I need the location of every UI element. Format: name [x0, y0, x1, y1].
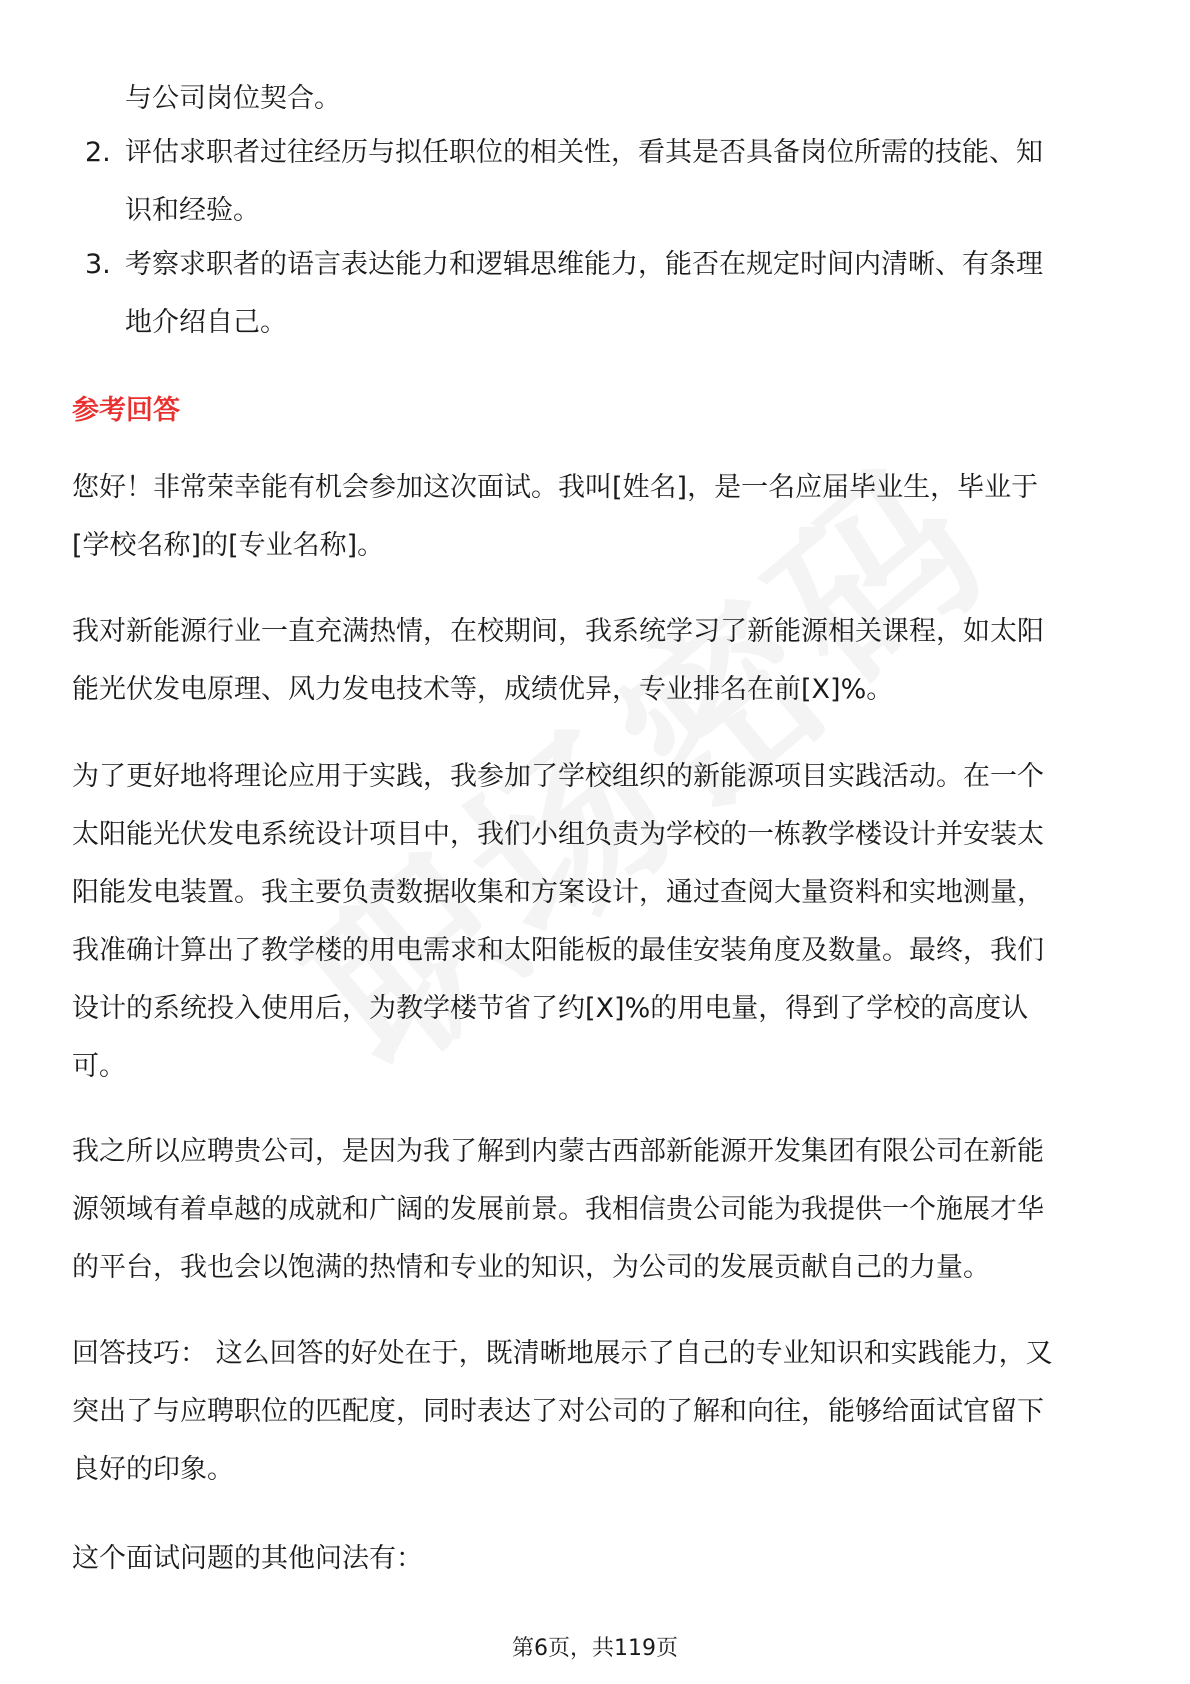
section-heading: 参考回答 — [72, 395, 180, 426]
text-line: 可。 — [72, 1051, 126, 1082]
cut-off-line — [125, 70, 341, 128]
text-line: 阳能发电装置。我主要负责数据收集和方案设计，通过查阅大量资料和实地测量， — [72, 877, 1044, 908]
list-number: 3. — [85, 249, 111, 280]
text-line: 我准确计算出了教学楼的用电需求和太阳能板的最佳安装角度及数量。最终，我们 — [72, 935, 1044, 966]
text-line: 设计的系统投入使用后，为教学楼节省了约[X]%的用电量，得到了学校的高度认 — [72, 993, 1029, 1024]
text-line: 考察求职者的语言表达能力和逻辑思维能力，能否在规定时间内清晰、有条理 — [125, 249, 1043, 280]
text-line: 的平台，我也会以饱满的热情和专业的知识，为公司的发展贡献自己的力量。 — [72, 1252, 990, 1283]
text-line: 突出了与应聘职位的匹配度，同时表达了对公司的了解和向往，能够给面试官留下 — [72, 1396, 1044, 1427]
text-line: 良好的印象。 — [72, 1454, 234, 1485]
text-line: 源领域有着卓越的成就和广阔的发展前景。我相信贵公司能为我提供一个施展才华 — [72, 1194, 1044, 1225]
paragraph-study — [72, 603, 1122, 719]
text-line: 能光伏发电原理、风力发电技术等，成绩优异，专业排名在前[X]%。 — [72, 674, 894, 705]
text-line: 我之所以应聘贵公司，是因为我了解到内蒙古西部新能源开发集团有限公司在新能 — [72, 1136, 1044, 1167]
text-line: 识和经验。 — [125, 195, 260, 226]
text-line: 评估求职者过往经历与拟任职位的相关性，看其是否具备岗位所需的技能、知 — [125, 137, 1043, 168]
text-line: 这个面试问题的其他问法有： — [72, 1543, 423, 1574]
text-line: 您好！非常荣幸能有机会参加这次面试。我叫[姓名]，是一名应届毕业生，毕业于 — [72, 472, 1039, 503]
text-line: [学校名称]的[专业名称]。 — [72, 530, 385, 561]
text-line: 我对新能源行业一直充满热情，在校期间，我系统学习了新能源相关课程，如太阳 — [72, 616, 1044, 647]
list-text — [125, 236, 1115, 352]
paragraph-intro — [72, 459, 1122, 575]
paragraph-tips — [72, 1325, 1122, 1499]
list-number: 2. — [85, 137, 111, 168]
page-footer: 第6页，共119页 — [512, 1636, 678, 1661]
text-line: 太阳能光伏发电系统设计项目中，我们小组负责为学校的一栋教学楼设计并安装太 — [72, 819, 1044, 850]
text-line: 为了更好地将理论应用于实践，我参加了学校组织的新能源项目实践活动。在一个 — [72, 761, 1044, 792]
text-line: 地介绍自己。 — [125, 307, 287, 338]
cut-off-text: 与公司岗位契合。 — [125, 83, 341, 114]
paragraph-other-questions — [72, 1530, 1122, 1588]
list-text — [125, 124, 1115, 240]
text-line: 回答技巧： 这么回答的好处在于，既清晰地展示了自己的专业知识和实践能力，又 — [72, 1338, 1053, 1369]
paragraph-practice — [72, 748, 1122, 1096]
paragraph-motivation — [72, 1123, 1122, 1297]
